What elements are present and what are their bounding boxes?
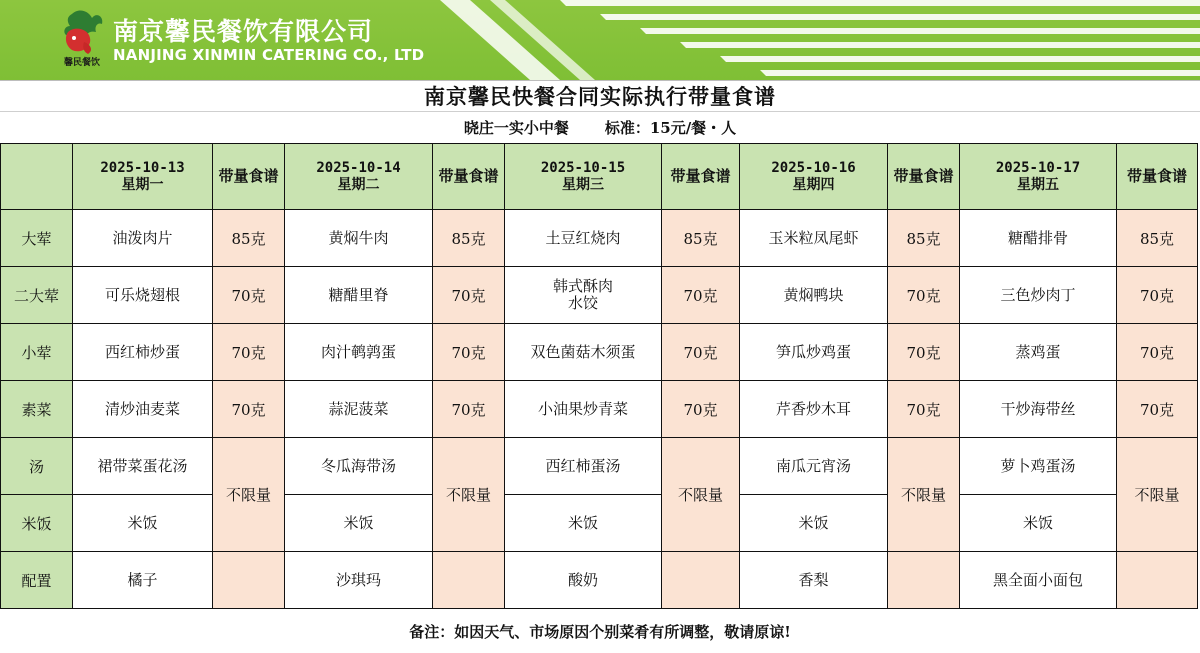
dish-cell: 肉汁鹌鹑蛋 <box>285 324 433 381</box>
qty-cell-empty <box>1117 552 1198 609</box>
dish-cell: 米饭 <box>740 495 888 552</box>
dish-cell: 黑全面小面包 <box>960 552 1117 609</box>
dish-cell: 西红柿蛋汤 <box>505 438 662 495</box>
dish-cell: 清炒油麦菜 <box>73 381 213 438</box>
company-name-en: NANJING XINMIN CATERING CO., LTD <box>113 46 425 64</box>
table-row <box>1 324 1198 381</box>
dish-cell: 香梨 <box>740 552 888 609</box>
title-row <box>0 80 1200 112</box>
dish-cell: 黄焖牛肉 <box>285 210 433 267</box>
dish-cell: 糖醋里脊 <box>285 267 433 324</box>
qty-header: 带量食谱 <box>1117 144 1198 210</box>
menu-table <box>0 143 1198 609</box>
header-row <box>1 144 1198 210</box>
qty-cell: 85克 <box>213 210 285 267</box>
dish-cell: 冬瓜海带汤 <box>285 438 433 495</box>
qty-cell-unlimited: 不限量 <box>213 438 285 552</box>
price-standard: 标准：15元/餐・人 <box>604 119 737 137</box>
dish-cell: 米饭 <box>505 495 662 552</box>
qty-cell: 70克 <box>213 324 285 381</box>
dish-cell: 酸奶 <box>505 552 662 609</box>
company-name-cn: 南京馨民餐饮有限公司 <box>113 17 374 46</box>
dish-cell: 黄焖鸭块 <box>740 267 888 324</box>
dish-cell: 油泼肉片 <box>73 210 213 267</box>
dish-cell: 芹香炒木耳 <box>740 381 888 438</box>
logo-caption: 馨民餐饮 <box>63 58 100 68</box>
qty-cell-empty <box>433 552 505 609</box>
qty-cell: 70克 <box>888 267 960 324</box>
qty-cell-unlimited: 不限量 <box>433 438 505 552</box>
day-header-3: 2025-10-15 星期三 <box>505 144 662 210</box>
table-row <box>1 438 1198 495</box>
dish-cell: 土豆红烧肉 <box>505 210 662 267</box>
qty-cell-empty <box>888 552 960 609</box>
table-row <box>1 267 1198 324</box>
qty-cell-empty <box>662 552 740 609</box>
qty-cell: 70克 <box>888 381 960 438</box>
qty-cell: 70克 <box>213 267 285 324</box>
dish-cell: 糖醋排骨 <box>960 210 1117 267</box>
qty-cell: 70克 <box>1117 381 1198 438</box>
qty-cell: 70克 <box>1117 267 1198 324</box>
dish-cell: 笋瓜炒鸡蛋 <box>740 324 888 381</box>
qty-cell: 70克 <box>433 267 505 324</box>
dish-cell: 米饭 <box>960 495 1117 552</box>
dish-cell: 玉米粒凤尾虾 <box>740 210 888 267</box>
qty-cell: 70克 <box>662 381 740 438</box>
qty-cell: 70克 <box>433 324 505 381</box>
dish-cell: 蒸鸡蛋 <box>960 324 1117 381</box>
dish-cell: 蒜泥菠菜 <box>285 381 433 438</box>
dish-cell: 沙琪玛 <box>285 552 433 609</box>
qty-cell: 85克 <box>662 210 740 267</box>
corner-cell <box>1 144 73 210</box>
page-title: 南京馨民快餐合同实际执行带量食谱 <box>424 84 776 109</box>
day-header-2: 2025-10-14 星期二 <box>285 144 433 210</box>
qty-header: 带量食谱 <box>433 144 505 210</box>
dish-cell: 萝卜鸡蛋汤 <box>960 438 1117 495</box>
qty-cell-unlimited: 不限量 <box>1117 438 1198 552</box>
dish-cell: 韩式酥肉 水饺 <box>505 267 662 324</box>
qty-cell-unlimited: 不限量 <box>662 438 740 552</box>
qty-cell: 70克 <box>1117 324 1198 381</box>
qty-cell: 85克 <box>1117 210 1198 267</box>
category-label: 汤 <box>1 438 73 495</box>
qty-header: 带量食谱 <box>662 144 740 210</box>
school-name: 晓庄一实小中餐 <box>463 119 569 137</box>
qty-cell: 70克 <box>433 381 505 438</box>
qty-cell: 85克 <box>433 210 505 267</box>
day-header-1: 2025-10-13 星期一 <box>73 144 213 210</box>
qty-cell: 70克 <box>213 381 285 438</box>
dish-cell: 裙带菜蛋花汤 <box>73 438 213 495</box>
qty-cell: 70克 <box>662 324 740 381</box>
dish-cell: 南瓜元宵汤 <box>740 438 888 495</box>
subtitle-row <box>0 112 1200 143</box>
category-label: 素菜 <box>1 381 73 438</box>
dish-cell: 西红柿炒蛋 <box>73 324 213 381</box>
table-row <box>1 210 1198 267</box>
dish-cell: 干炒海带丝 <box>960 381 1117 438</box>
day-header-4: 2025-10-16 星期四 <box>740 144 888 210</box>
dish-cell: 小油果炒青菜 <box>505 381 662 438</box>
menu-body <box>1 210 1198 609</box>
qty-header: 带量食谱 <box>888 144 960 210</box>
footer-note: 备注：如因天气、市场原因个别菜肴有所调整，敬请原谅! <box>409 622 791 641</box>
dish-cell: 三色炒肉丁 <box>960 267 1117 324</box>
dish-cell: 橘子 <box>73 552 213 609</box>
category-label: 小荤 <box>1 324 73 381</box>
dish-cell: 双色菌菇木须蛋 <box>505 324 662 381</box>
dish-cell: 可乐烧翅根 <box>73 267 213 324</box>
table-row <box>1 381 1198 438</box>
category-label: 米饭 <box>1 495 73 552</box>
qty-cell: 85克 <box>888 210 960 267</box>
qty-header: 带量食谱 <box>213 144 285 210</box>
header-banner <box>0 0 1200 80</box>
category-label: 二大荤 <box>1 267 73 324</box>
qty-cell: 70克 <box>662 267 740 324</box>
table-row <box>1 552 1198 609</box>
category-label: 配置 <box>1 552 73 609</box>
day-header-5: 2025-10-17 星期五 <box>960 144 1117 210</box>
qty-cell-empty <box>213 552 285 609</box>
qty-cell: 70克 <box>888 324 960 381</box>
dish-cell: 米饭 <box>285 495 433 552</box>
category-label: 大荤 <box>1 210 73 267</box>
dish-cell: 米饭 <box>73 495 213 552</box>
qty-cell-unlimited: 不限量 <box>888 438 960 552</box>
table-row <box>1 495 1198 552</box>
